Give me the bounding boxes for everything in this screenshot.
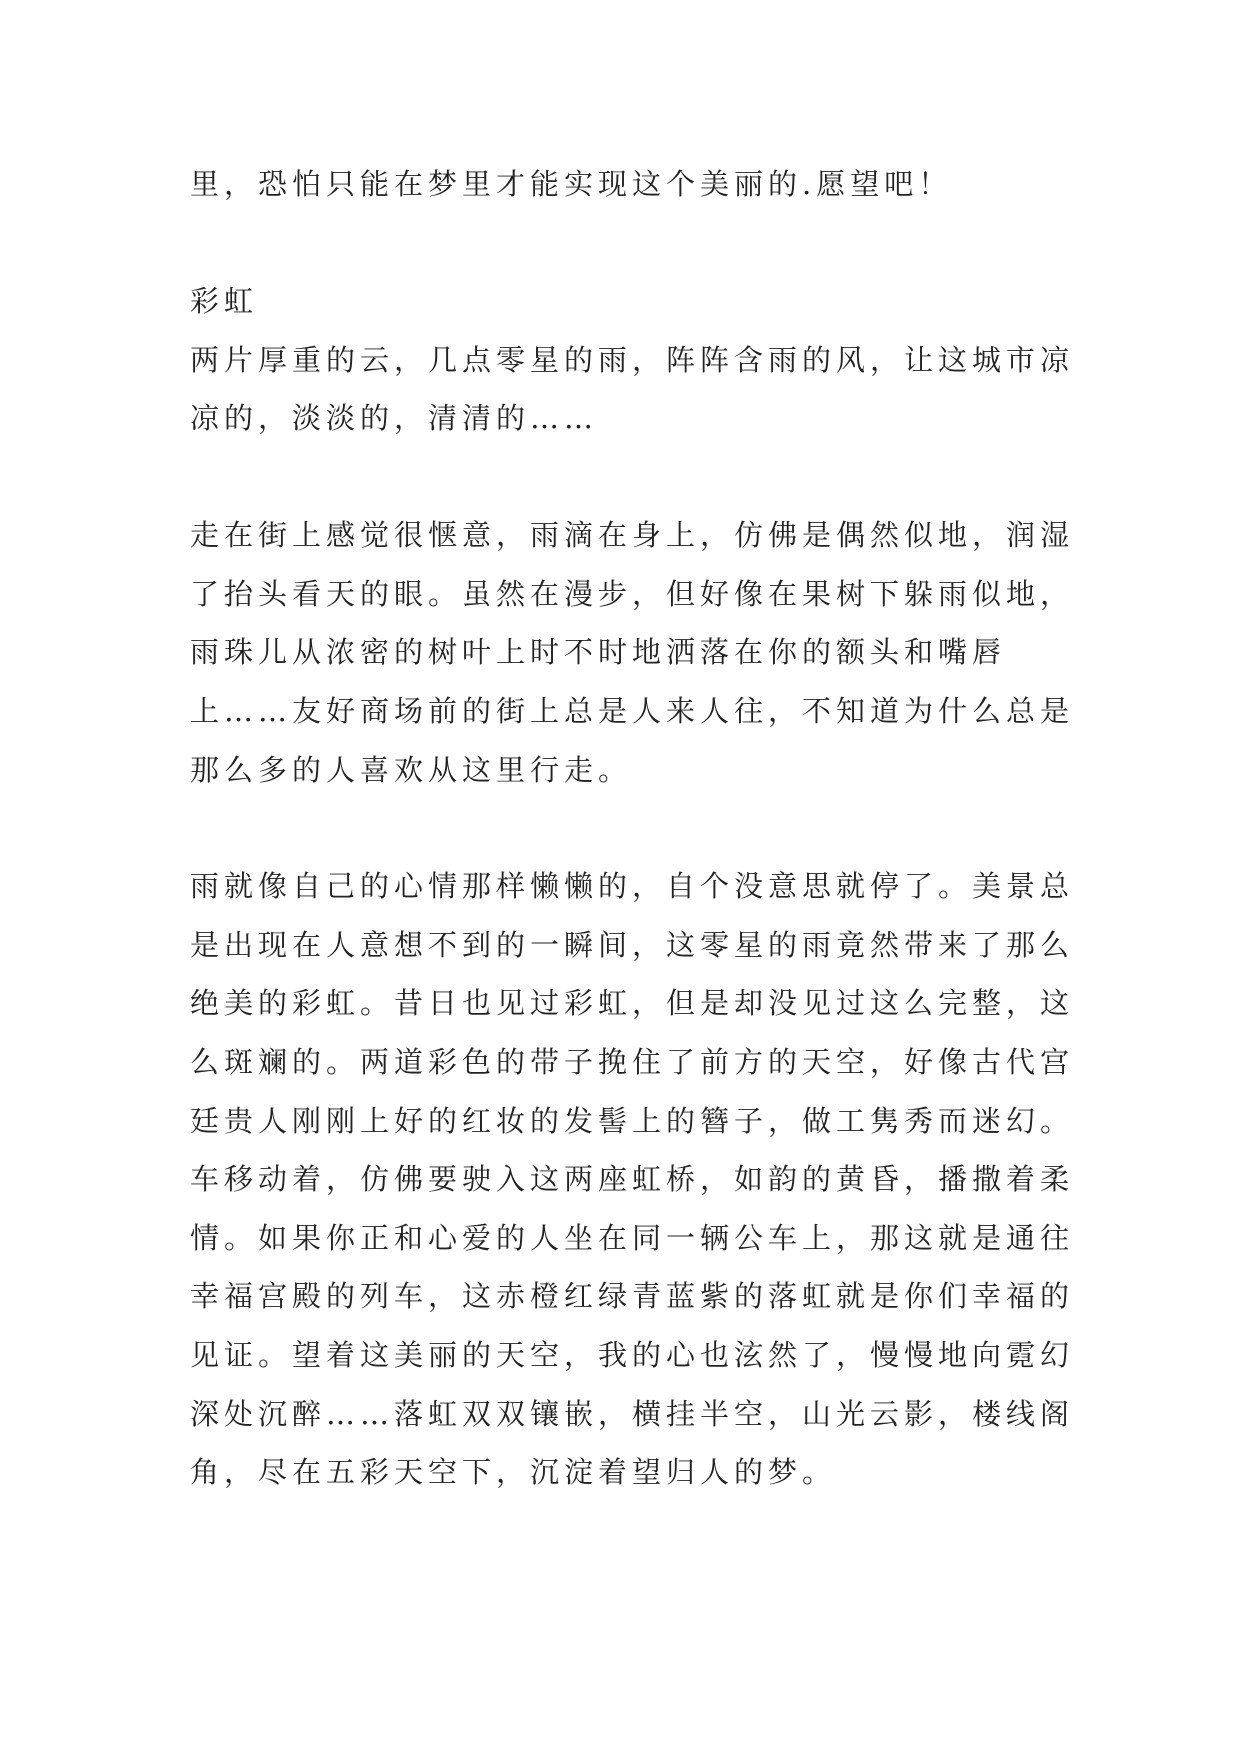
paragraph-2-line: 那么多的人喜欢从这里行走。	[190, 753, 633, 787]
paragraph-3-line: 角，尽在五彩天空下，沉淀着望归人的梦。	[190, 1455, 837, 1489]
paragraph-1-line: 两片厚重的云，几点零星的雨，阵阵含雨的风，让这城市凉	[190, 343, 1075, 377]
paragraph-3-line: 么斑斓的。两道彩色的带子挽住了前方的天空，好像古代宫	[190, 1045, 1075, 1079]
paragraph-3-line: 幸福宫殿的列车，这赤橙红绿青蓝紫的落虹就是你们幸福的	[190, 1279, 1075, 1313]
paragraph-3-line: 见证。望着这美丽的天空，我的心也泫然了，慢慢地向霓幻	[190, 1338, 1075, 1372]
paragraph-3-line: 深处沉醉……落虹双双镶嵌，横挂半空，山光云影，楼线阁	[190, 1397, 1075, 1431]
paragraph-3-line: 雨就像自己的心情那样懒懒的，自个没意思就停了。美景总	[190, 869, 1075, 903]
paragraph-2-line: 雨珠儿从浓密的树叶上时不时地洒落在你的额头和嘴唇	[190, 635, 1007, 669]
paragraph-3-line: 车移动着，仿佛要驶入这两座虹桥，如韵的黄昏，播撒着柔	[190, 1162, 1075, 1196]
essay-title: 彩虹	[190, 284, 259, 318]
paragraph-2-line: 上……友好商场前的街上总是人来人往，不知道为什么总是	[190, 694, 1075, 728]
paragraph-3-line: 情。如果你正和心爱的人坐在同一辆公车上，那这就是通往	[190, 1221, 1075, 1255]
paragraph-1-line: 凉的，淡淡的，清清的……	[190, 401, 599, 435]
paragraph-3-line: 绝美的彩虹。昔日也见过彩虹，但是却没见过这么完整，这	[190, 986, 1075, 1020]
paragraph-2-line: 走在街上感觉很惬意，雨滴在身上，仿佛是偶然似地，润湿	[190, 518, 1075, 552]
intro-line: 里，恐怕只能在梦里才能实现这个美丽的.愿望吧！	[190, 167, 953, 201]
paragraph-2-line: 了抬头看天的眼。虽然在漫步，但好像在果树下躲雨似地，	[190, 577, 1075, 611]
paragraph-3-line: 是出现在人意想不到的一瞬间，这零星的雨竟然带来了那么	[190, 928, 1075, 962]
paragraph-3-line: 廷贵人刚刚上好的红妆的发髻上的簪子，做工隽秀而迷幻。	[190, 1104, 1075, 1138]
